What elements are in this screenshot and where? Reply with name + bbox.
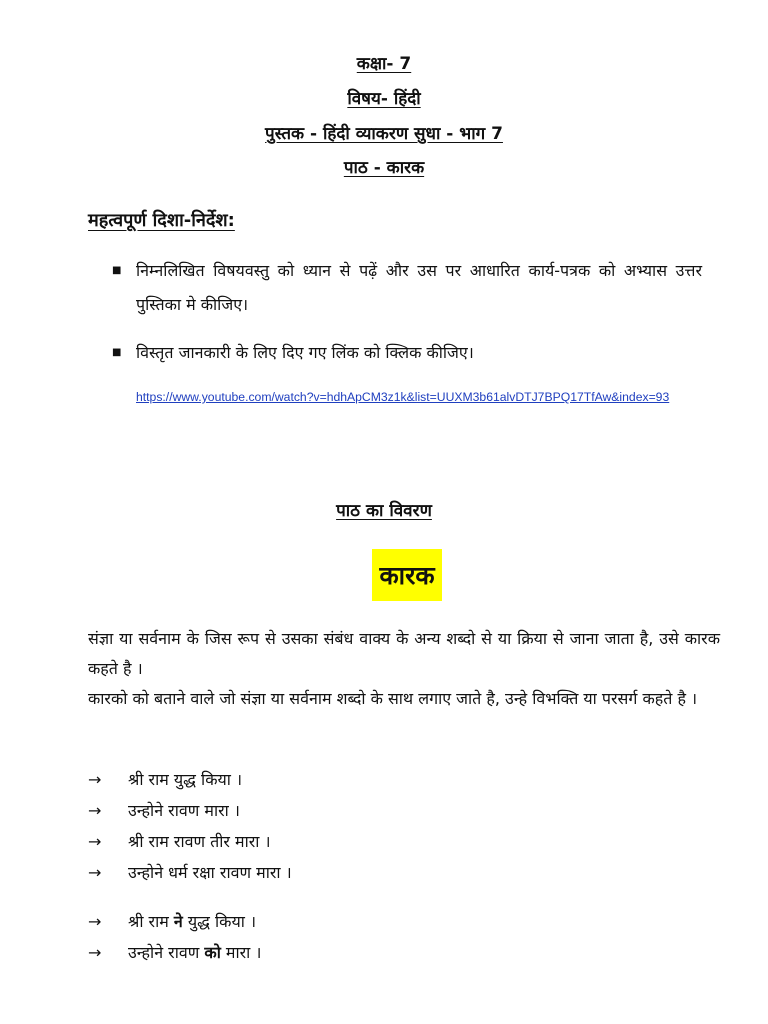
vibhakti-marker: ने xyxy=(173,912,183,931)
example-text: उन्होने रावण मारा । xyxy=(128,801,240,820)
example-row xyxy=(88,795,688,826)
instruction-item-1 xyxy=(112,254,702,322)
example-text: श्री राम युद्ध किया । xyxy=(128,770,243,789)
arrow-icon: → xyxy=(88,770,102,789)
example-row xyxy=(88,906,688,937)
instruction-item-2 xyxy=(112,336,702,370)
subject-line-text: विषय- हिंदी xyxy=(347,89,421,109)
example-text: श्री राम रावण तीर मारा । xyxy=(128,832,271,851)
examples-group-2 xyxy=(88,906,688,968)
example-row xyxy=(88,764,688,795)
class-line-text: कक्षा- 7 xyxy=(356,54,412,74)
example-row xyxy=(88,826,688,857)
example-part: मारा । xyxy=(220,943,262,962)
square-bullet-icon: ■ xyxy=(112,265,122,276)
class-line xyxy=(0,53,768,75)
vibhakti-paragraph: कारको को बताने वाले जो संज्ञा या सर्वनाम शब्दो के साथ लगाए जाते है, उन्हे विभक्ति या परसर्ग कहते है । xyxy=(88,689,698,708)
topic-title-highlight xyxy=(372,549,442,601)
vibhakti-marker: को xyxy=(204,943,221,962)
youtube-link[interactable]: https://www.youtube.com/watch?v=hdhApCM3z1k&list=UUXM3b61alvDTJ7BPQ17TfAw&index=93 xyxy=(136,390,670,404)
arrow-icon: → xyxy=(88,832,102,851)
arrow-icon: → xyxy=(88,863,102,882)
example-part: उन्होने रावण xyxy=(128,943,205,962)
example-row xyxy=(88,857,688,888)
example-text xyxy=(128,906,256,937)
example-text xyxy=(128,937,261,968)
arrow-icon: → xyxy=(88,801,102,820)
example-part: श्री राम xyxy=(128,912,174,931)
examples-group-1 xyxy=(88,764,688,888)
example-text: उन्होने धर्म रक्षा रावण मारा । xyxy=(128,863,292,882)
instruction-text-2: विस्तृत जानकारी के लिए दिए गए लिंक को क्लिक कीजिए। xyxy=(136,343,474,362)
arrow-icon: → xyxy=(88,943,102,962)
details-heading xyxy=(0,500,768,522)
details-heading-text: पाठ का विवरण xyxy=(336,501,432,521)
example-row xyxy=(88,937,688,968)
definition-paragraph: संज्ञा या सर्वनाम के जिस रूप से उसका संबंध वाक्य के अन्य शब्दो से या क्रिया से जाना जाता है, उसे कारक कहते है । xyxy=(88,629,720,678)
book-line xyxy=(0,123,768,145)
instructions-heading: महत्वपूर्ण दिशा-निर्देश: xyxy=(88,210,235,231)
instruction-text-1: निम्नलिखित विषयवस्तु को ध्यान से पढ़ें और उस पर आधारित कार्य-पत्रक को अभ्यास उत्तर पुस्तिका मे कीजिए। xyxy=(136,261,702,314)
topic-title: कारक xyxy=(379,561,435,590)
square-bullet-icon: ■ xyxy=(112,347,122,358)
subject-line xyxy=(0,88,768,110)
lesson-line xyxy=(0,157,768,179)
book-line-text: पुस्तक - हिंदी व्याकरण सुधा - भाग 7 xyxy=(265,124,503,144)
lesson-line-text: पाठ - कारक xyxy=(343,158,425,178)
arrow-icon: → xyxy=(88,912,102,931)
example-part: युद्ध किया । xyxy=(182,912,257,931)
